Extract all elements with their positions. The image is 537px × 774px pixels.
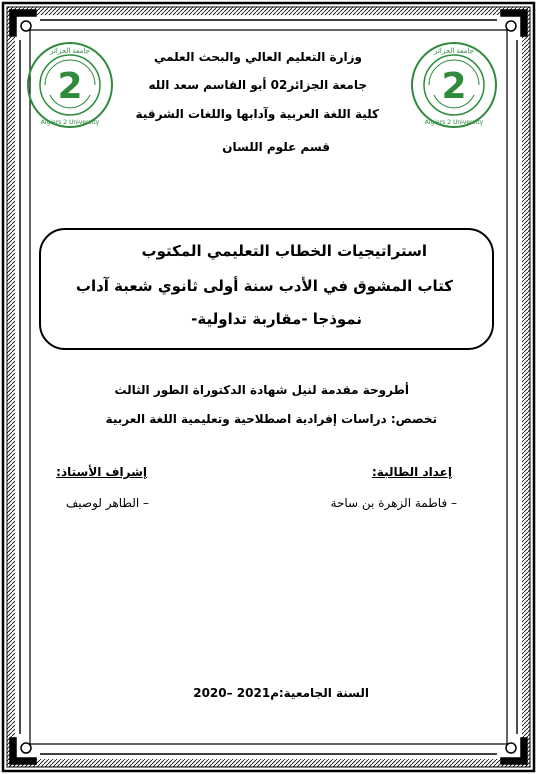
- faculty-line: كلية اللغة العربية وآدابها واللغات الشرقية: [135, 107, 379, 121]
- university-logo-right: [409, 40, 499, 130]
- department-line: قسم علوم اللسان: [222, 140, 330, 154]
- thesis-description: أطروحة مقدمة لنيل شهادة الدكتوراة الطور الثالث: [114, 383, 409, 397]
- logo-english-name: Algiers 2 University: [424, 119, 484, 126]
- title-line-1: استراتيجيات الخطاب التعليمي المكتوب: [141, 242, 427, 260]
- title-line-2: كتاب المشوق في الأدب سنة أولى ثانوي شعبة آداب: [75, 277, 453, 295]
- logo-arabic-name: جامعة الجزائر: [50, 47, 90, 55]
- title-line-3: نموذجا -مقاربة تداولية-: [191, 310, 362, 328]
- academic-year-label: السنة الجامعية:: [278, 686, 369, 700]
- student-name: – فاطمة الزهرة بن ساحة: [330, 496, 457, 510]
- ministry-line: وزارة التعليم العالي والبحث العلمي: [153, 50, 362, 64]
- university-logo-left: [25, 40, 115, 130]
- supervisor-label: إشراف الأستاذ:: [56, 465, 147, 479]
- logo-english-name: Algiers 2 University: [40, 119, 100, 126]
- academic-year-value: 2020– 2021م: [193, 686, 279, 700]
- supervisor-name: – الطاهر لوصيف: [65, 496, 149, 510]
- student-label: إعداد الطالبة:: [372, 465, 452, 479]
- logo-numeral: 2: [441, 66, 467, 107]
- logo-arabic-name: جامعة الجزائر: [434, 47, 474, 55]
- thesis-specialty: تخصص: دراسات إفرادية اصطلاحية وتعليمية اللغة العربية: [105, 412, 437, 426]
- university-line: جامعة الجزائر02 أبو القاسم سعد الله: [148, 78, 367, 92]
- logo-numeral: 2: [57, 66, 83, 107]
